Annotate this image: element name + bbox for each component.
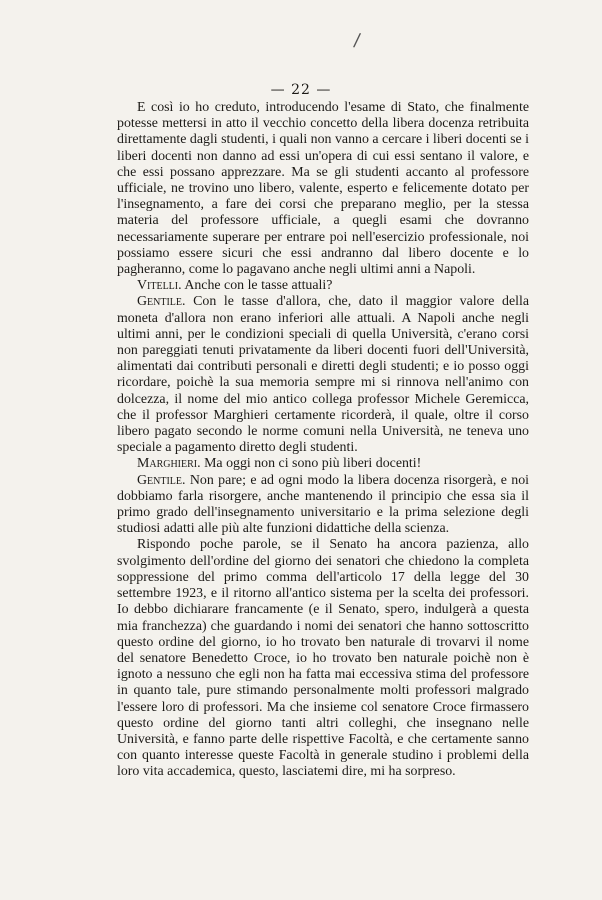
paragraph-text: E così io ho creduto, introducendo l'esame di Stato, che finalmente potesse mettersi in atto il vecchio concetto della libera docenza retribuita direttamente dagli studenti, i quali non vanno a cercare i liberi docenti se i liberi docenti non danno ad essi un'opera di cui essi sentano il valore, e che essi possano apprezzare. Ma se gli studenti accanto al professore ufficiale, ne trovino uno libero, valente, esperto e felicemente dotato per l'insegnamento, a fare dei corsi che preparano meglio, per la stessa materia del professore ufficiale, a quegli esami che dovranno necessariamente superare per entrare poi nell'esercizio professionale, noi possiamo essere sicuri che essi andranno dal libero docente e lo pagheranno, come lo pagavano anche negli ultimi anni a Napoli.	[117, 100, 529, 278]
paragraph	[117, 537, 529, 780]
paragraph	[117, 456, 529, 472]
speaker-name: Gentile.	[137, 294, 186, 310]
paragraph-text: Anche con le tasse attuali?	[181, 278, 333, 294]
speaker-name: Vitelli.	[137, 278, 182, 294]
speaker-name: Gentile.	[137, 472, 186, 488]
paragraph	[117, 294, 529, 456]
body-text	[117, 100, 529, 781]
pencil-mark: /	[352, 29, 362, 52]
paragraph-text: Ma oggi non ci sono più liberi docenti!	[200, 456, 422, 472]
paragraph	[117, 473, 529, 538]
page-number: — 22 —	[270, 82, 332, 98]
paragraph	[117, 278, 529, 294]
speaker-name: Marghieri.	[137, 456, 201, 472]
paragraph-text: Non pare; e ad ogni modo la libera docenza risorgerà, e noi dobbiamo farla risorgere, anche mantenendo il principio che essa sia il primo grado dell'insegnamento universitario e la prima selezione degli studiosi adatti alle più alte funzioni didattiche della scienza.	[117, 472, 529, 537]
paragraph-text: Con le tasse d'allora, che, dato il maggior valore della moneta d'allora non erano inferiori alle attuali. A Napoli anche negli ultimi anni, per le condizioni speciali di quella Università, c'erano corsi non pareggiati tenuti privatamente da liberi docenti fuori dell'Università, alimentati dai contributi personali e diretti degli studenti; e io posso oggi ricordare, poichè la sua memoria sempre mi si rinnova nell'animo con dolcezza, il nome del mio antico collega professor Michele Geremicca, che il professor Marghieri certamente ricorderà, il quale, oltre il corso libero pagato secondo le norme comuni nella Università, ne teneva uno speciale a pagamento diretto degli studenti.	[117, 294, 529, 456]
paragraph	[117, 100, 529, 278]
paragraph-text: Rispondo poche parole, se il Senato ha ancora pazienza, allo svolgimento dell'ordine del giorno dei senatori che chiedono la completa soppressione del primo comma dell'articolo 17 della legge del 30 settembre 1923, e il ritorno all'antico sistema per la scelta dei professori. Io debbo dichiarare francamente (e il Senato, spero, indulgerà a questa mia franchezza) che guardando i nomi dei senatori che hanno sottoscritto questo ordine del giorno, io ho trovato ben naturale di trovarvi il nome del senatore Benedetto Croce, io ho trovato ben naturale poichè non è ignoto a nessuno che egli non ha fatta mai eccessiva stima del professore in quanto tale, pure stimando personalmente molti professori malgrado l'essere loro di professori. Ma che insieme col senatore Croce firmassero questo ordine del giorno tanti altri colleghi, che insegnano nelle Università, e fanno parte delle rispettive Facoltà, e che certamente sanno con quanto interesse queste Facoltà in generale studino i problemi della loro vita accademica, questo, lasciatemi dire, mi ha sorpreso.	[117, 537, 529, 780]
